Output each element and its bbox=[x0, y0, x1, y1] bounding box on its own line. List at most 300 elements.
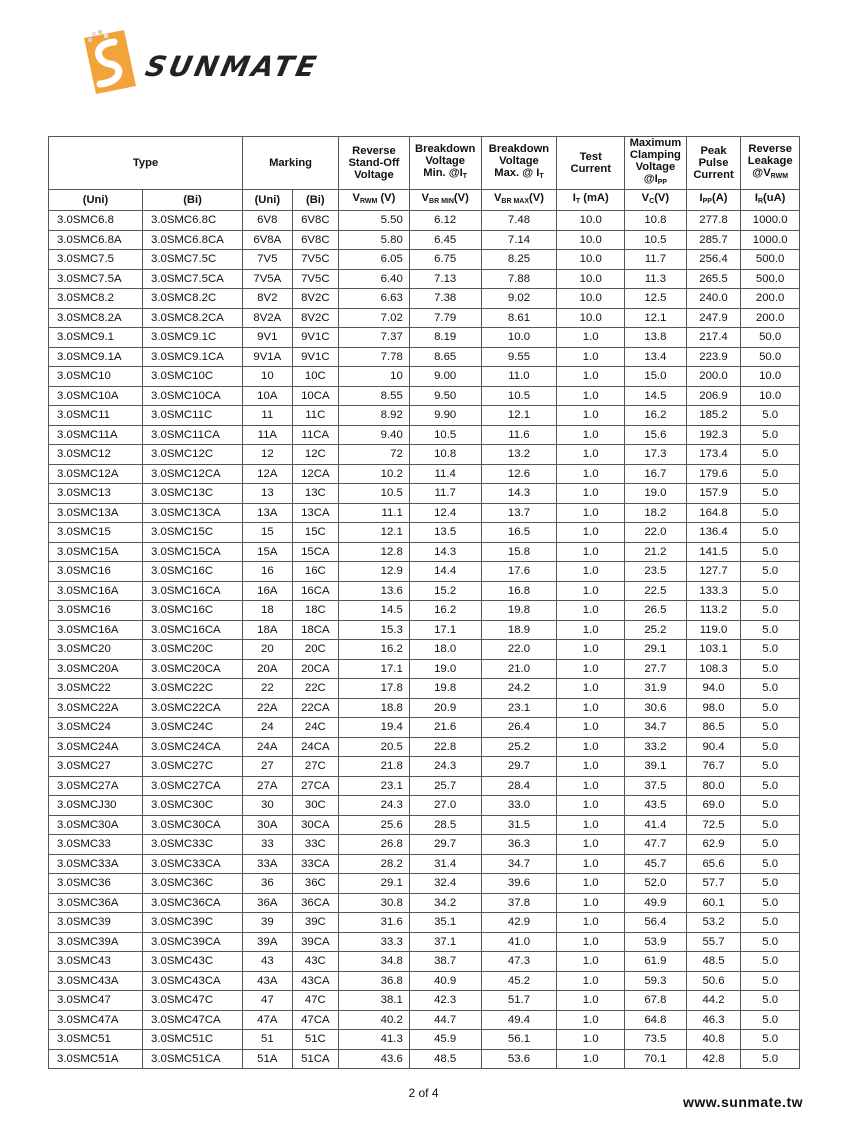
cell-vrwm: 36.8 bbox=[339, 971, 410, 991]
cell-ir: 5.0 bbox=[741, 679, 800, 699]
cell-it: 1.0 bbox=[557, 737, 625, 757]
cell-ir: 50.0 bbox=[741, 328, 800, 348]
cell-ipp: 46.3 bbox=[686, 1010, 741, 1030]
cell-type-bi: 3.0SMC47C bbox=[143, 991, 243, 1011]
cell-it: 1.0 bbox=[557, 1030, 625, 1050]
cell-it: 1.0 bbox=[557, 620, 625, 640]
cell-marking-bi: 39CA bbox=[292, 932, 338, 952]
cell-vc: 30.6 bbox=[625, 698, 687, 718]
cell-vbr-max: 39.6 bbox=[481, 874, 557, 894]
cell-marking-uni: 43 bbox=[243, 952, 293, 972]
table-row bbox=[49, 445, 800, 465]
cell-marking-bi: 8V2C bbox=[292, 289, 338, 309]
cell-ipp: 60.1 bbox=[686, 893, 741, 913]
cell-type-bi: 3.0SMC11C bbox=[143, 406, 243, 426]
cell-it: 1.0 bbox=[557, 971, 625, 991]
cell-ipp: 55.7 bbox=[686, 932, 741, 952]
cell-vc: 29.1 bbox=[625, 640, 687, 660]
cell-vc: 70.1 bbox=[625, 1049, 687, 1069]
cell-it: 1.0 bbox=[557, 796, 625, 816]
cell-marking-bi: 8V2C bbox=[292, 308, 338, 328]
cell-vc: 19.0 bbox=[625, 484, 687, 504]
cell-vrwm: 13.6 bbox=[339, 581, 410, 601]
cell-vc: 73.5 bbox=[625, 1030, 687, 1050]
cell-type-uni: 3.0SMC22 bbox=[49, 679, 143, 699]
cell-vbr-min: 42.3 bbox=[409, 991, 481, 1011]
cell-type-uni: 3.0SMC7.5 bbox=[49, 250, 143, 270]
cell-vbr-max: 16.8 bbox=[481, 581, 557, 601]
cell-vrwm: 29.1 bbox=[339, 874, 410, 894]
cell-marking-bi: 43C bbox=[292, 952, 338, 972]
cell-marking-uni: 43A bbox=[243, 971, 293, 991]
cell-type-uni: 3.0SMC13A bbox=[49, 503, 143, 523]
cell-vrwm: 7.37 bbox=[339, 328, 410, 348]
cell-marking-bi: 27C bbox=[292, 757, 338, 777]
cell-vc: 18.2 bbox=[625, 503, 687, 523]
cell-vc: 11.7 bbox=[625, 250, 687, 270]
cell-marking-uni: 22A bbox=[243, 698, 293, 718]
cell-it: 10.0 bbox=[557, 269, 625, 289]
cell-vrwm: 26.8 bbox=[339, 835, 410, 855]
cell-vbr-min: 20.9 bbox=[409, 698, 481, 718]
cell-vbr-max: 12.6 bbox=[481, 464, 557, 484]
cell-marking-bi: 15C bbox=[292, 523, 338, 543]
cell-vbr-max: 49.4 bbox=[481, 1010, 557, 1030]
sub-vbrmin: $V_{BR MIN}(V)$ bbox=[409, 190, 481, 211]
cell-it: 1.0 bbox=[557, 425, 625, 445]
table-row bbox=[49, 659, 800, 679]
cell-vrwm: 40.2 bbox=[339, 1010, 410, 1030]
cell-vbr-min: 9.50 bbox=[409, 386, 481, 406]
cell-marking-uni: 9V1A bbox=[243, 347, 293, 367]
cell-type-bi: 3.0SMC13CA bbox=[143, 503, 243, 523]
table-row bbox=[49, 562, 800, 582]
cell-type-uni: 3.0SMC12A bbox=[49, 464, 143, 484]
cell-type-bi: 3.0SMC9.1CA bbox=[143, 347, 243, 367]
cell-vbr-min: 32.4 bbox=[409, 874, 481, 894]
cell-vc: 22.5 bbox=[625, 581, 687, 601]
cell-vbr-max: 26.4 bbox=[481, 718, 557, 738]
cell-marking-uni: 7V5 bbox=[243, 250, 293, 270]
cell-ir: 50.0 bbox=[741, 347, 800, 367]
cell-marking-uni: 39 bbox=[243, 913, 293, 933]
table-row bbox=[49, 854, 800, 874]
cell-marking-uni: 12A bbox=[243, 464, 293, 484]
cell-marking-uni: 9V1 bbox=[243, 328, 293, 348]
cell-it: 1.0 bbox=[557, 328, 625, 348]
cell-type-bi: 3.0SMC33CA bbox=[143, 854, 243, 874]
cell-marking-bi: 51CA bbox=[292, 1049, 338, 1069]
table-row bbox=[49, 211, 800, 231]
cell-type-uni: 3.0SMC8.2 bbox=[49, 289, 143, 309]
cell-vbr-max: 29.7 bbox=[481, 757, 557, 777]
cell-marking-uni: 16A bbox=[243, 581, 293, 601]
cell-vbr-min: 31.4 bbox=[409, 854, 481, 874]
cell-type-uni: 3.0SMC16 bbox=[49, 562, 143, 582]
cell-it: 1.0 bbox=[557, 757, 625, 777]
table-row bbox=[49, 269, 800, 289]
table-row bbox=[49, 971, 800, 991]
cell-ir: 5.0 bbox=[741, 932, 800, 952]
cell-marking-uni: 51 bbox=[243, 1030, 293, 1050]
col-peak: Peak Pulse Current bbox=[686, 137, 741, 190]
cell-ipp: 247.9 bbox=[686, 308, 741, 328]
table-row bbox=[49, 893, 800, 913]
cell-vbr-min: 12.4 bbox=[409, 503, 481, 523]
table-row bbox=[49, 737, 800, 757]
table-row bbox=[49, 932, 800, 952]
cell-ir: 1000.0 bbox=[741, 230, 800, 250]
cell-ir: 5.0 bbox=[741, 991, 800, 1011]
cell-ipp: 256.4 bbox=[686, 250, 741, 270]
cell-ipp: 217.4 bbox=[686, 328, 741, 348]
page-number: 2 of 4 bbox=[408, 1086, 439, 1100]
website-url[interactable]: www.sunmate.tw bbox=[682, 1094, 803, 1110]
cell-vc: 21.2 bbox=[625, 542, 687, 562]
cell-vc: 37.5 bbox=[625, 776, 687, 796]
cell-marking-bi: 12C bbox=[292, 445, 338, 465]
cell-ir: 5.0 bbox=[741, 1030, 800, 1050]
cell-vrwm: 14.5 bbox=[339, 601, 410, 621]
cell-type-bi: 3.0SMC22CA bbox=[143, 698, 243, 718]
cell-vbr-max: 14.3 bbox=[481, 484, 557, 504]
cell-vrwm: 17.8 bbox=[339, 679, 410, 699]
cell-type-uni: 3.0SMC27 bbox=[49, 757, 143, 777]
cell-marking-uni: 18 bbox=[243, 601, 293, 621]
cell-vc: 41.4 bbox=[625, 815, 687, 835]
cell-ipp: 164.8 bbox=[686, 503, 741, 523]
cell-type-uni: 3.0SMC6.8 bbox=[49, 211, 143, 231]
cell-marking-uni: 24 bbox=[243, 718, 293, 738]
table-row bbox=[49, 386, 800, 406]
table-row bbox=[49, 952, 800, 972]
cell-marking-uni: 15 bbox=[243, 523, 293, 543]
cell-it: 1.0 bbox=[557, 874, 625, 894]
cell-vbr-min: 16.2 bbox=[409, 601, 481, 621]
cell-ipp: 50.6 bbox=[686, 971, 741, 991]
cell-it: 1.0 bbox=[557, 581, 625, 601]
cell-type-bi: 3.0SMC22C bbox=[143, 679, 243, 699]
cell-ipp: 223.9 bbox=[686, 347, 741, 367]
cell-type-bi: 3.0SMC10C bbox=[143, 367, 243, 387]
cell-vbr-min: 19.0 bbox=[409, 659, 481, 679]
cell-vc: 59.3 bbox=[625, 971, 687, 991]
cell-ir: 5.0 bbox=[741, 406, 800, 426]
cell-type-bi: 3.0SMC36C bbox=[143, 874, 243, 894]
table-row bbox=[49, 874, 800, 894]
cell-it: 1.0 bbox=[557, 854, 625, 874]
cell-marking-bi: 43CA bbox=[292, 971, 338, 991]
cell-vbr-min: 22.8 bbox=[409, 737, 481, 757]
cell-type-uni: 3.0SMC16A bbox=[49, 620, 143, 640]
cell-vbr-min: 13.5 bbox=[409, 523, 481, 543]
cell-vbr-max: 7.88 bbox=[481, 269, 557, 289]
cell-type-uni: 3.0SMC24A bbox=[49, 737, 143, 757]
cell-it: 1.0 bbox=[557, 542, 625, 562]
cell-ipp: 113.2 bbox=[686, 601, 741, 621]
cell-marking-uni: 8V2A bbox=[243, 308, 293, 328]
col-type: Type bbox=[49, 137, 243, 190]
cell-vbr-max: 7.48 bbox=[481, 211, 557, 231]
table-row bbox=[49, 367, 800, 387]
table-row bbox=[49, 464, 800, 484]
cell-ir: 5.0 bbox=[741, 464, 800, 484]
cell-ipp: 192.3 bbox=[686, 425, 741, 445]
cell-ipp: 44.2 bbox=[686, 991, 741, 1011]
cell-type-uni: 3.0SMC39A bbox=[49, 932, 143, 952]
table-row bbox=[49, 718, 800, 738]
cell-vrwm: 38.1 bbox=[339, 991, 410, 1011]
cell-it: 1.0 bbox=[557, 893, 625, 913]
cell-type-uni: 3.0SMC16A bbox=[49, 581, 143, 601]
cell-type-bi: 3.0SMC20CA bbox=[143, 659, 243, 679]
cell-vc: 52.0 bbox=[625, 874, 687, 894]
cell-ipp: 265.5 bbox=[686, 269, 741, 289]
cell-ir: 5.0 bbox=[741, 698, 800, 718]
cell-vc: 23.5 bbox=[625, 562, 687, 582]
cell-ir: 5.0 bbox=[741, 542, 800, 562]
cell-ipp: 69.0 bbox=[686, 796, 741, 816]
cell-type-uni: 3.0SMC22A bbox=[49, 698, 143, 718]
cell-marking-bi: 51C bbox=[292, 1030, 338, 1050]
cell-ipp: 57.7 bbox=[686, 874, 741, 894]
cell-it: 1.0 bbox=[557, 464, 625, 484]
cell-vbr-max: 45.2 bbox=[481, 971, 557, 991]
cell-marking-bi: 22CA bbox=[292, 698, 338, 718]
cell-type-uni: 3.0SMC51 bbox=[49, 1030, 143, 1050]
cell-it: 1.0 bbox=[557, 1049, 625, 1069]
table-row bbox=[49, 835, 800, 855]
cell-vc: 49.9 bbox=[625, 893, 687, 913]
cell-vc: 56.4 bbox=[625, 913, 687, 933]
cell-it: 1.0 bbox=[557, 601, 625, 621]
table-row bbox=[49, 289, 800, 309]
cell-ir: 5.0 bbox=[741, 659, 800, 679]
table-row bbox=[49, 620, 800, 640]
table-row bbox=[49, 640, 800, 660]
cell-type-bi: 3.0SMC7.5CA bbox=[143, 269, 243, 289]
cell-it: 1.0 bbox=[557, 1010, 625, 1030]
cell-vbr-max: 11.0 bbox=[481, 367, 557, 387]
cell-it: 1.0 bbox=[557, 952, 625, 972]
cell-marking-uni: 7V5A bbox=[243, 269, 293, 289]
cell-ipp: 65.6 bbox=[686, 854, 741, 874]
cell-type-uni: 3.0SMC10 bbox=[49, 367, 143, 387]
cell-ir: 5.0 bbox=[741, 562, 800, 582]
cell-it: 1.0 bbox=[557, 932, 625, 952]
cell-type-uni: 3.0SMC12 bbox=[49, 445, 143, 465]
cell-vbr-max: 18.9 bbox=[481, 620, 557, 640]
cell-marking-bi: 30CA bbox=[292, 815, 338, 835]
cell-vbr-min: 25.7 bbox=[409, 776, 481, 796]
cell-marking-bi: 16CA bbox=[292, 581, 338, 601]
cell-vrwm: 18.8 bbox=[339, 698, 410, 718]
cell-marking-uni: 6V8A bbox=[243, 230, 293, 250]
cell-type-uni: 3.0SMCJ30 bbox=[49, 796, 143, 816]
cell-it: 10.0 bbox=[557, 289, 625, 309]
cell-type-bi: 3.0SMC9.1C bbox=[143, 328, 243, 348]
cell-vbr-min: 18.0 bbox=[409, 640, 481, 660]
cell-marking-bi: 9V1C bbox=[292, 347, 338, 367]
cell-vrwm: 5.50 bbox=[339, 211, 410, 231]
cell-vbr-min: 28.5 bbox=[409, 815, 481, 835]
logo-mark-icon bbox=[84, 30, 136, 94]
cell-vc: 61.9 bbox=[625, 952, 687, 972]
cell-type-uni: 3.0SMC11A bbox=[49, 425, 143, 445]
sub-it: $I_T$ (mA) bbox=[557, 190, 625, 211]
cell-ir: 5.0 bbox=[741, 523, 800, 543]
cell-type-bi: 3.0SMC24CA bbox=[143, 737, 243, 757]
cell-ir: 5.0 bbox=[741, 445, 800, 465]
cell-ipp: 108.3 bbox=[686, 659, 741, 679]
cell-marking-uni: 10 bbox=[243, 367, 293, 387]
cell-vrwm: 19.4 bbox=[339, 718, 410, 738]
cell-marking-bi: 7V5C bbox=[292, 269, 338, 289]
cell-vbr-min: 40.9 bbox=[409, 971, 481, 991]
cell-marking-uni: 11A bbox=[243, 425, 293, 445]
cell-type-bi: 3.0SMC11CA bbox=[143, 425, 243, 445]
cell-marking-bi: 13CA bbox=[292, 503, 338, 523]
cell-ir: 5.0 bbox=[741, 425, 800, 445]
cell-marking-uni: 11 bbox=[243, 406, 293, 426]
cell-marking-bi: 33CA bbox=[292, 854, 338, 874]
cell-vrwm: 6.40 bbox=[339, 269, 410, 289]
cell-vbr-max: 37.8 bbox=[481, 893, 557, 913]
cell-marking-bi: 15CA bbox=[292, 542, 338, 562]
cell-type-bi: 3.0SMC27C bbox=[143, 757, 243, 777]
table-row bbox=[49, 776, 800, 796]
cell-marking-bi: 24C bbox=[292, 718, 338, 738]
cell-ir: 5.0 bbox=[741, 952, 800, 972]
cell-type-uni: 3.0SMC36 bbox=[49, 874, 143, 894]
cell-vbr-min: 6.45 bbox=[409, 230, 481, 250]
col-clamp: Maximum Clamping Voltage $@I_{PP}$ bbox=[625, 137, 687, 190]
cell-type-uni: 3.0SMC30A bbox=[49, 815, 143, 835]
cell-it: 1.0 bbox=[557, 679, 625, 699]
cell-marking-bi: 30C bbox=[292, 796, 338, 816]
table-row bbox=[49, 1010, 800, 1030]
cell-ipp: 76.7 bbox=[686, 757, 741, 777]
table-row bbox=[49, 698, 800, 718]
cell-ir: 5.0 bbox=[741, 796, 800, 816]
cell-ir: 5.0 bbox=[741, 737, 800, 757]
cell-type-bi: 3.0SMC16C bbox=[143, 562, 243, 582]
cell-ir: 5.0 bbox=[741, 854, 800, 874]
cell-vrwm: 43.6 bbox=[339, 1049, 410, 1069]
cell-marking-uni: 24A bbox=[243, 737, 293, 757]
cell-ipp: 173.4 bbox=[686, 445, 741, 465]
cell-vbr-min: 14.3 bbox=[409, 542, 481, 562]
cell-vrwm: 24.3 bbox=[339, 796, 410, 816]
cell-it: 1.0 bbox=[557, 991, 625, 1011]
cell-vbr-min: 48.5 bbox=[409, 1049, 481, 1069]
cell-marking-bi: 18C bbox=[292, 601, 338, 621]
cell-vc: 47.7 bbox=[625, 835, 687, 855]
cell-it: 1.0 bbox=[557, 562, 625, 582]
cell-ipp: 200.0 bbox=[686, 367, 741, 387]
cell-vbr-min: 8.19 bbox=[409, 328, 481, 348]
table-body bbox=[49, 211, 800, 1069]
cell-ipp: 277.8 bbox=[686, 211, 741, 231]
cell-vrwm: 8.55 bbox=[339, 386, 410, 406]
cell-marking-bi: 39C bbox=[292, 913, 338, 933]
cell-vc: 34.7 bbox=[625, 718, 687, 738]
cell-ipp: 98.0 bbox=[686, 698, 741, 718]
cell-marking-uni: 33 bbox=[243, 835, 293, 855]
cell-marking-bi: 47CA bbox=[292, 1010, 338, 1030]
cell-vrwm: 11.1 bbox=[339, 503, 410, 523]
cell-type-bi: 3.0SMC13C bbox=[143, 484, 243, 504]
cell-it: 1.0 bbox=[557, 698, 625, 718]
cell-ir: 5.0 bbox=[741, 718, 800, 738]
cell-vrwm: 28.2 bbox=[339, 854, 410, 874]
table-row bbox=[49, 542, 800, 562]
cell-marking-uni: 47A bbox=[243, 1010, 293, 1030]
cell-ir: 5.0 bbox=[741, 776, 800, 796]
cell-vbr-min: 8.65 bbox=[409, 347, 481, 367]
cell-vc: 10.5 bbox=[625, 230, 687, 250]
cell-vbr-max: 36.3 bbox=[481, 835, 557, 855]
cell-ipp: 62.9 bbox=[686, 835, 741, 855]
table-row bbox=[49, 1030, 800, 1050]
cell-type-bi: 3.0SMC15C bbox=[143, 523, 243, 543]
table-row bbox=[49, 991, 800, 1011]
cell-vc: 43.5 bbox=[625, 796, 687, 816]
cell-vbr-min: 10.8 bbox=[409, 445, 481, 465]
cell-vbr-min: 45.9 bbox=[409, 1030, 481, 1050]
cell-vbr-min: 19.8 bbox=[409, 679, 481, 699]
cell-ir: 5.0 bbox=[741, 620, 800, 640]
sub-marking-bi: (Bi) bbox=[292, 190, 338, 211]
cell-vrwm: 17.1 bbox=[339, 659, 410, 679]
cell-marking-uni: 8V2 bbox=[243, 289, 293, 309]
cell-type-bi: 3.0SMC43CA bbox=[143, 971, 243, 991]
cell-marking-uni: 22 bbox=[243, 679, 293, 699]
cell-vrwm: 5.80 bbox=[339, 230, 410, 250]
cell-vrwm: 20.5 bbox=[339, 737, 410, 757]
cell-vbr-min: 6.75 bbox=[409, 250, 481, 270]
col-standoff: Reverse Stand-Off Voltage bbox=[339, 137, 410, 190]
cell-it: 1.0 bbox=[557, 640, 625, 660]
cell-vbr-max: 53.6 bbox=[481, 1049, 557, 1069]
cell-type-bi: 3.0SMC8.2CA bbox=[143, 308, 243, 328]
cell-marking-bi: 36CA bbox=[292, 893, 338, 913]
cell-vbr-min: 11.4 bbox=[409, 464, 481, 484]
cell-type-uni: 3.0SMC36A bbox=[49, 893, 143, 913]
cell-vrwm: 16.2 bbox=[339, 640, 410, 660]
cell-type-uni: 3.0SMC24 bbox=[49, 718, 143, 738]
cell-vbr-max: 28.4 bbox=[481, 776, 557, 796]
cell-ipp: 90.4 bbox=[686, 737, 741, 757]
table-row bbox=[49, 796, 800, 816]
cell-type-uni: 3.0SMC15A bbox=[49, 542, 143, 562]
cell-type-uni: 3.0SMC13 bbox=[49, 484, 143, 504]
cell-marking-bi: 9V1C bbox=[292, 328, 338, 348]
cell-marking-uni: 20A bbox=[243, 659, 293, 679]
cell-vbr-max: 51.7 bbox=[481, 991, 557, 1011]
cell-type-uni: 3.0SMC10A bbox=[49, 386, 143, 406]
table-row bbox=[49, 913, 800, 933]
cell-ir: 500.0 bbox=[741, 250, 800, 270]
cell-ipp: 127.7 bbox=[686, 562, 741, 582]
table-row bbox=[49, 308, 800, 328]
cell-vrwm: 7.02 bbox=[339, 308, 410, 328]
cell-it: 10.0 bbox=[557, 308, 625, 328]
cell-ipp: 285.7 bbox=[686, 230, 741, 250]
cell-vrwm: 23.1 bbox=[339, 776, 410, 796]
cell-vc: 15.0 bbox=[625, 367, 687, 387]
cell-vbr-min: 9.00 bbox=[409, 367, 481, 387]
